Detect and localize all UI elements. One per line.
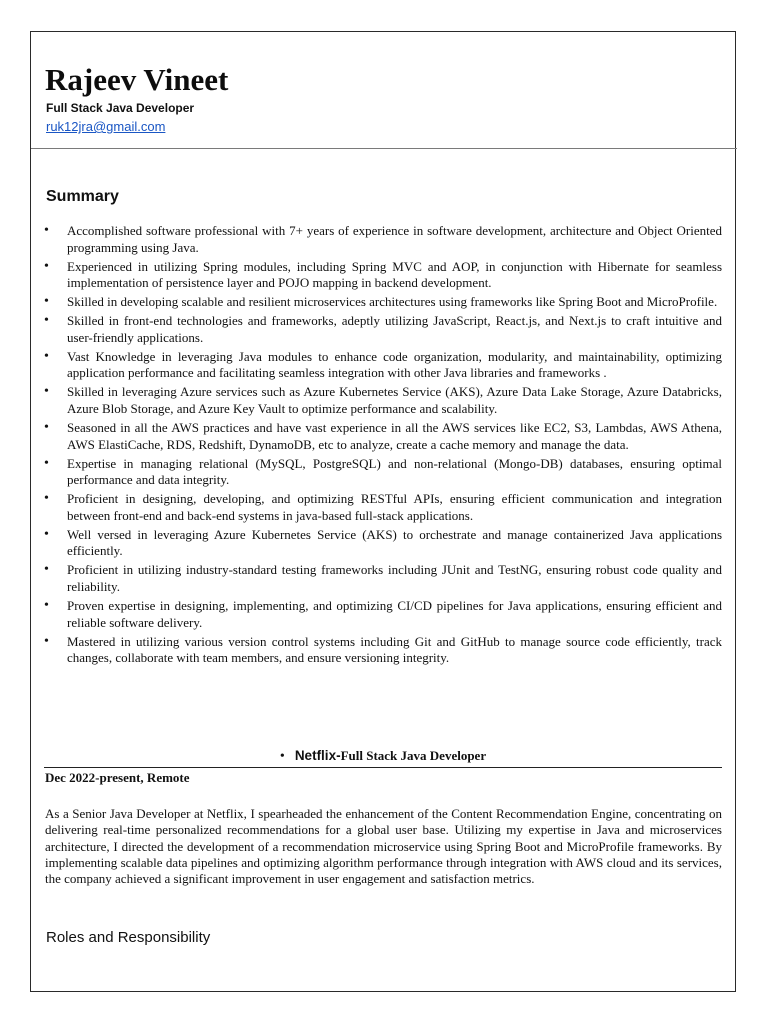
summary-item: • Proficient in designing, developing, and optimizing RESTful APIs, ensuring efficient communication and integration between front-end and back-end systems in java-based full-stack applications. <box>44 491 722 524</box>
job-dates: Dec 2022-present, Remote <box>45 770 190 785</box>
summary-item: • Skilled in leveraging Azure services such as Azure Kubernetes Service (AKS), Azure Data Lake Storage, Azure Databricks, Azure Blob Storage, and Azure Key Vault to optimize performance and scalability. <box>44 384 722 417</box>
candidate-name: Rajeev Vineet <box>45 62 229 97</box>
summary-item: • Mastered in utilizing various version control systems including Git and GitHub to manage source code efficiently, track changes, collaborate with team members, and ensure versioning integrity. <box>44 634 722 667</box>
summary-item: • Proven expertise in designing, implementing, and optimizing CI/CD pipelines for Java applications, ensuring efficient and reliable software delivery. <box>44 598 722 631</box>
candidate-role: Full Stack Java Developer <box>46 101 195 115</box>
summary-item: • Proficient in utilizing industry-standard testing frameworks including JUnit and TestNG, ensuring robust code quality and reliability. <box>44 562 722 595</box>
job-description: As a Senior Java Developer at Netflix, I spearheaded the enhancement of the Content Recommendation Engine, concentrating on delivering real-time personalized recommendations for a global user base. Utilizing my expertise in Java and microservices architecture, I directed the development of a recommendation microservice using Spring Boot and MicroProfile frameworks. By implementing scalable data pipelines and optimizing algorithm performance through integration with AWS cloud and its services, the company achieved a significant improvement in user engagement and satisfaction metrics. <box>45 806 722 887</box>
email-link[interactable]: ruk12jra@gmail.com <box>46 119 166 134</box>
header-divider <box>31 148 737 149</box>
summary-item: • Accomplished software professional with 7+ years of experience in software development, architecture and Object Oriented programming using Java. <box>44 223 722 256</box>
bullet-icon: • <box>279 749 285 764</box>
summary-item: • Skilled in developing scalable and resilient microservices architectures using frameworks like Spring Boot and MicroProfile. <box>44 294 722 311</box>
roles-heading: Roles and Responsibility <box>46 929 211 946</box>
summary-item: • Skilled in front-end technologies and frameworks, adeptly utilizing JavaScript, React.js, and Next.js to craft intuitive and user-friendly applications. <box>44 313 722 346</box>
summary-item: • Experienced in utilizing Spring modules, including Spring MVC and AOP, in conjunction with Hibernate for seamless implementation of persistence layer and POJO mapping in backend development. <box>44 259 722 292</box>
summary-item: • Expertise in managing relational (MySQL, PostgreSQL) and non-relational (Mongo-DB) databases, ensuring optimal performance and data integrity. <box>44 456 722 489</box>
job-role: Full Stack Java Developer <box>340 748 487 763</box>
summary-item: • Seasoned in all the AWS practices and have vast experience in all the AWS services like EC2, S3, Lambdas, AWS Athena, AWS ElastiCache, RDS, Redshift, DynamoDB, etc to analyze, create a cache memory and manage the data. <box>44 420 722 453</box>
summary-heading: Summary <box>46 188 119 205</box>
job-company: Netflix- <box>294 748 341 763</box>
summary-item: • Well versed in leveraging Azure Kubernetes Service (AKS) to orchestrate and manage containerized Java applications efficiently. <box>44 527 722 560</box>
summary-item: • Vast Knowledge in leveraging Java modules to enhance code organization, modularity, and maintainability, optimizing application performance and facilitating seamless integration with other Java libraries and frameworks . <box>44 349 722 382</box>
summary-list <box>44 223 722 669</box>
job-title-row <box>44 747 722 766</box>
job-divider <box>44 767 722 768</box>
